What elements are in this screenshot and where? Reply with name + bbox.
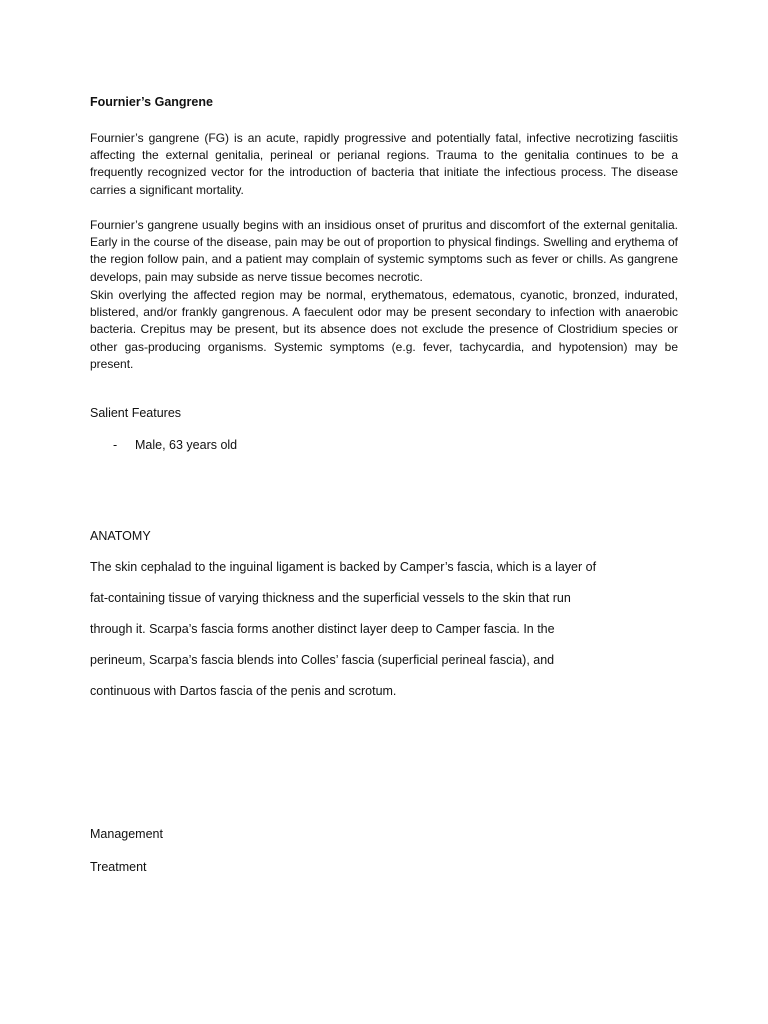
anatomy-line: perineum, Scarpa’s fascia blends into Colles’ fascia (superficial perineal fascia), and [90,653,555,667]
anatomy-paragraph [90,559,690,714]
intro-paragraph: Fournier’s gangrene (FG) is an acute, rapidly progressive and potentially fatal, infective necrotizing fasciitis affecting the external genitalia, perineal or perianal regions. Trauma to the genitalia continues to be a frequently recognized vector for the introduction of bacteria that initiate the infectious process. The disease carries a significant mortality. [90,131,678,197]
treatment-heading: Treatment [90,860,147,874]
skin-findings-paragraph: Skin overlying the affected region may be normal, erythematous, edematous, cyanotic, bronzed, indurated, blistered, and/or frankly gangrenous. A faeculent odor may be present secondary to infection with anaerobic bacteria. Crepitus may be present, but its absence does not exclude the presence of Clostridium species or other gas-producing organisms. Systemic symptoms (e.g. fever, tachycardia, and hypotension) may be present. [90,288,678,371]
salient-item-text: Male, 63 years old [135,438,238,452]
anatomy-line: fat-containing tissue of varying thickness and the superficial vessels to the skin that run [90,591,571,605]
anatomy-line: continuous with Dartos fascia of the penis and scrotum. [90,684,397,698]
management-heading: Management [90,827,163,841]
salient-features-heading: Salient Features [90,406,182,420]
salient-list-item [113,437,237,454]
anatomy-line: The skin cephalad to the inguinal ligament is backed by Camper’s fascia, which is a layer of [90,560,597,574]
bullet-dash: - [113,438,118,452]
anatomy-line: through it. Scarpa’s fascia forms another distinct layer deep to Camper fascia. In the [90,622,555,636]
document-title: Fournier’s Gangrene [90,95,213,109]
anatomy-heading: ANATOMY [90,529,151,543]
onset-paragraph: Fournier’s gangrene usually begins with an insidious onset of pruritus and discomfort of the external genitalia. Early in the course of the disease, pain may be out of proportion to physical findings. Swelling and erythema of the region follow pain, and a patient may complain of systemic symptoms such as fever or chills. As gangrene develops, pain may subside as nerve tissue becomes necrotic. [90,218,678,284]
